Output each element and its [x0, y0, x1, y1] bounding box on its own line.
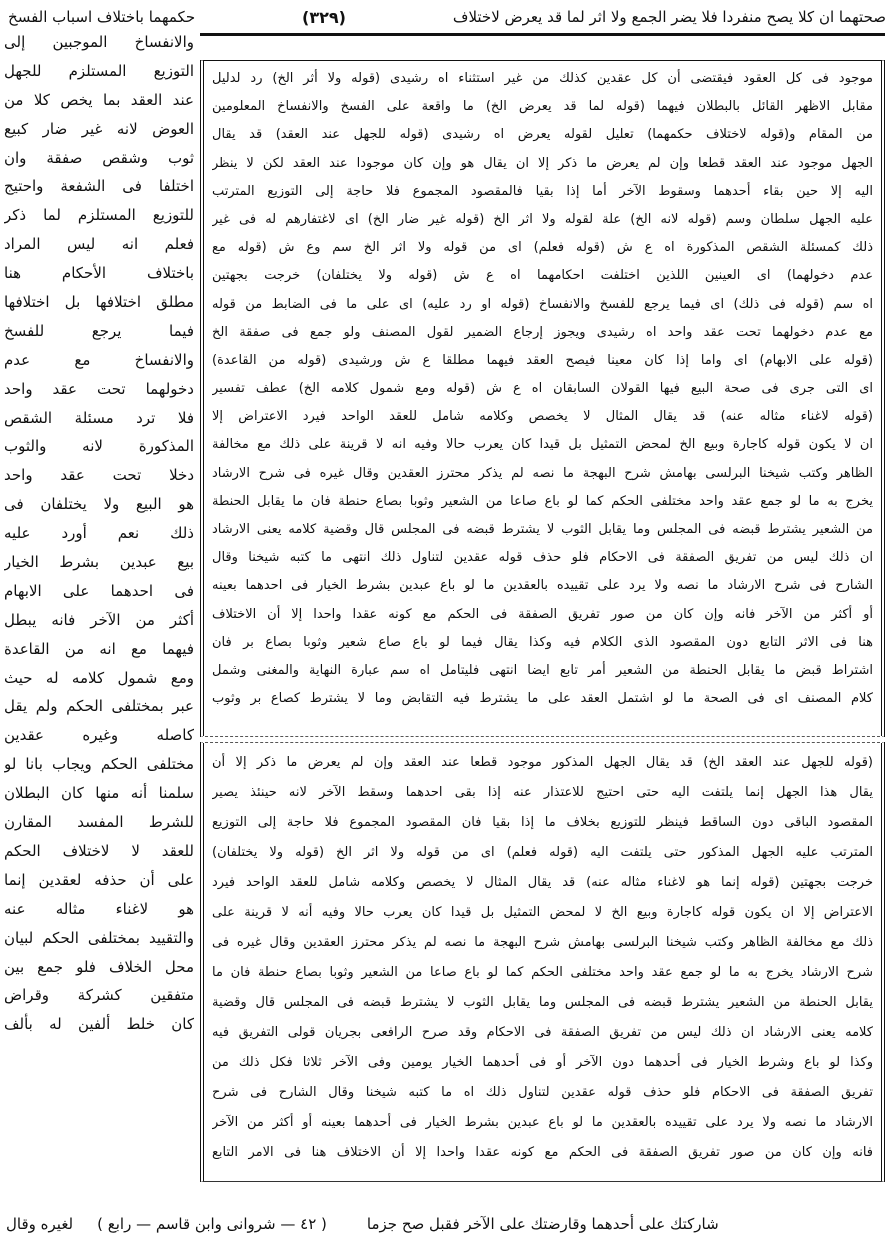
commentary-line: من المقام و(قوله لاختلاف حكمهما) تعليل لقوله يعرض اه رشيدى (قوله للجهل عند العقد) قد يقال	[212, 127, 873, 143]
commentary-line: يقال هذا الجهل إنما يلتفت اليه حتى احتيج للاعتذار عنه إذا بقى احدهما وسقط الآخر لانه حينئذ يصير	[212, 785, 873, 800]
commentary-line: ذلك كمسئلة الشقص المذكورة اه ع ش (قوله فعلم) اى من قوله ولا اثر الخ سم وع ش (قوله مع	[212, 240, 873, 256]
commentary-line: (قوله للجهل عند العقد الخ) قد يقال الجهل المذكور موجود قطعا عند العقد وإن لم يعرض ما ذكر إلا أن	[212, 755, 873, 770]
commentary-line: الجهل موجود عند العقد قطعا وإن لم يعرض ما ذكر إلا ان يقال هو وإن كان موجودا عند العقد لكن لا ينظر	[212, 155, 873, 171]
commentary-line: الارشاد ما نصه ولا يرد على تقييده بالعقدين ما لو باع عبدين بشرط الخيار فى أحدهما بعينه أو أكثر من الآخر	[212, 1115, 873, 1130]
margin-text-line: العوض لانه غير ضار كبيع	[4, 119, 194, 138]
commentary-line: خرجت بجهتين (قوله إنما هو لاغناء مثاله عنه) قد يقال المثال لا يخصص وكلامه شامل للعقد الواحد فيرد	[212, 875, 873, 890]
margin-text-line: فى احدهما على الابهام	[4, 581, 194, 600]
commentary-line: الشارح فى شرح الارشاد ما نصه ولا يرد على تقييده بالعقدين ما لو باع عبدين بشرط الخيار فى احدهما بعينه	[212, 578, 873, 594]
margin-text-line: عند العقد بما يخص كلا من	[4, 90, 194, 109]
footer-text-right: لغيره وقال	[6, 1215, 74, 1233]
margin-text-line: للشرط المفسد المقارن	[4, 813, 194, 832]
margin-text-line: التوزيع المستلزم للجهل	[4, 61, 194, 80]
commentary-line: (قوله لاغناء مثاله عنه) قد يقال المثال لا يخصص وكلامه شامل للعقد الواحد فيرد الاعتراض إلا	[212, 409, 873, 425]
commentary-line: يخرج به ما لو جمع عقد واحد مختلفى الحكم كما لو باع صاعا من الشعير وثوبا بصاع حنطة فان ما يقابل الحنطة	[212, 493, 873, 509]
commentary-line: المقصود الباقى دون الساقط فينظر للتوزيع بخلاف ما إذا بقيا فان المقصود المجموع فلا حاجة إلى التوزيع	[212, 815, 873, 830]
margin-text-line: عبر بمختلفى الحكم ولم يقل	[4, 697, 194, 716]
commentary-line: عليه الجهل سلطان وسم (قوله لانه الخ) علة لقوله ولا اثر الخ (قوله غير ضار الخ) اى لاغتفارهم له فى غير	[212, 211, 873, 227]
commentary-box-lower	[200, 742, 885, 1182]
margin-text-line: فيما يرجع للفسخ	[4, 321, 194, 340]
margin-text-line: للتوزيع المستلزم لما ذكر	[4, 206, 194, 225]
signature-mark: ( ٤٢ — شروانى وابن قاسم — رابع )	[97, 1215, 327, 1233]
margin-text-line: فعلم انه ليس المراد	[4, 235, 194, 254]
margin-text-line: متفقين كشركة وقراض	[4, 986, 194, 1005]
header-divider	[200, 33, 885, 36]
commentary-line: الظاهر وكتب شيخنا البرلسى بهامش شرح البهجة ما نصه لم يذكر محترز العقدين وقال غيره فى شرح الارشاد	[212, 465, 873, 481]
commentary-line: (قوله على الابهام) اى واما إذا كان معينا فيصح العقد فيهما مطلقا ع ش ورشيدى (قوله من القاعدة)	[212, 352, 873, 368]
margin-text-line: دخلا تحت عقد واحد	[4, 466, 194, 485]
commentary-line: كلامه يعنى الارشاد ان ذلك ليس من تفريق الصفقة فى الاحكام وقد صرح الرافعى بجريان قولى التفريق فيه	[212, 1025, 873, 1040]
commentary-line: اشتراط قبض ما يقابل الحنطة من الشعير أمر تابع ايضا انتهى فليتامل اه سم عبارة النهاية والمغنى وشمل	[212, 662, 873, 678]
margin-text-line: ومع شمول كلامه له حيث	[4, 668, 194, 687]
commentary-line: كلام المصنف اى فى الصحة ما لو اشتمل العقد على ما يشترط فيه التقابض وما لا يشترط كصاع بر وثوب	[212, 691, 873, 707]
margin-text-line: ثوب وشقص صفقة وان	[4, 148, 194, 167]
commentary-line: أو أكثر من الآخر فانه وإن كان من صور تفريق الصفقة فى الحكم مع كونه عقدا واحدا إلا أن الاختلاف	[212, 606, 873, 622]
page-header	[8, 4, 886, 30]
margin-text-line: محل الخلاف فلو جمع بين	[4, 957, 194, 976]
commentary-line: فانه وإن كان من صور تفريق الصفقة فى الحكم مع كونه عقدا واحدا إلا أن الاختلاف هنا فى الامر التابع	[212, 1145, 873, 1160]
commentary-line: ان ذلك ليس من تفريق الصفقة فى الاحكام فلو حذف قوله عقدين لتناول ذلك انتهى ما كتبه شيخنا وقال	[212, 550, 873, 566]
margin-text-line: فيهما مع انه من القاعدة	[4, 639, 194, 658]
commentary-line: اى التى جرى فى صحة البيع فيها القولان السابقان اه ع ش (قوله ومع شمول كلامه الخ) عطف تفسير	[212, 381, 873, 397]
commentary-line: يقابل الحنطة من الشعير يشترط قبضه فى المجلس وما يقابل الثوب لا يشترط قبضه فى المجلس قال وقضية	[212, 995, 873, 1010]
margin-text-line: باختلاف الأحكام هنا	[4, 264, 194, 283]
margin-text-line: المذكورة لانه والثوب	[4, 437, 194, 456]
header-right-text: حكمهما باختلاف اسباب الفسخ	[8, 8, 196, 26]
margin-text-line: اختلفا فى الشفعة واحتيج	[4, 177, 194, 196]
margin-text-line: كان خلط ألفين له بألف	[4, 1015, 194, 1034]
margin-text-line: للعقد لا لاختلاف الحكم	[4, 841, 194, 860]
page-number: (٣٢٩)	[302, 7, 346, 27]
commentary-line: مع عدم دخولهما تحت عقد واحد اه رشيدى ويجوز إرجاع الضمير لقول المصنف ولو جمع فى صفقة الخ	[212, 324, 873, 340]
margin-text-line: والانفساخ مع عدم	[4, 350, 194, 369]
commentary-line: موجود فى كل العقود فيقتضى أن كل عقدين كذلك من غير استثناء اه رشيدى (قوله ولا أثر الخ) رد لدليل	[212, 71, 873, 86]
commentary-line: مقابل الاظهر القائل بالبطلان فيهما (قوله لما قد يعرض الخ) ما واقعة على الفسخ والانفساخ المعلومين	[212, 99, 873, 115]
header-left-text: صحتهما ان كلا يصح منفردا فلا يضر الجمع ولا اثر لما قد يعرض لاختلاف	[452, 8, 886, 26]
page-footer	[6, 1210, 886, 1238]
commentary-line: ذلك مع مخالفة الظاهر وكتب شيخنا البرلسى بهامش شرح البهجة ما نصه لم يذكر محترز العقدين وقال غيره فى	[212, 935, 873, 950]
margin-text-line: بيع عبدين بشرط الخيار	[4, 553, 194, 572]
margin-text-line: هو البيع ولا يختلفان فى	[4, 495, 194, 514]
commentary-line: وكذا لو باع وشرط الخيار فى أحدهما دون الآخر أو فى أحدهما الخيار يومين وفى الآخر ثلاثا فكل ذلك من	[212, 1055, 873, 1070]
margin-text-line: هو لاغناء مثاله عنه	[4, 899, 194, 918]
commentary-line: عدم دخولهما) اى العينين اللذين اختلفت احكامهما اه ع ش (قوله ولا يختلفان) خرجت بجهتين	[212, 268, 873, 284]
margin-text-line: فلا ترد مسئلة الشقص	[4, 408, 194, 427]
commentary-line: المترتب عليه الجهل المذكور حتى يلتفت اليه (قوله فعلم) اى من قوله ولا اثر الخ (قوله ولا يختلفان)	[212, 845, 873, 860]
commentary-line: ان لا يكون قوله كاجارة وبيع الخ لمحض التمثيل بل قيدا كان يعرب حالا وفيه انه لا قرينة على ذلك مع مخالفة	[212, 437, 873, 453]
margin-text-line: والتقييد بمختلفى الحكم لبيان	[4, 928, 194, 947]
margin-text-line: ذلك نعم أورد عليه	[4, 524, 194, 543]
commentary-line: الاعتراض إلا ان يكون قوله كاجارة وبيع الخ لا لمحض التمثيل بل قيدا كان يعرب حالا وفيه أنه لا قرينة على	[212, 905, 873, 920]
footer-text-left: شاركتك على أحدهما وقارضتك على الآخر فقبل صح جزما	[366, 1215, 719, 1233]
margin-text-line: مطلق اختلافها بل اختلافها	[4, 293, 194, 312]
margin-text-line: سلمنا أنه منها كان البطلان	[4, 784, 194, 803]
commentary-box-upper	[200, 60, 885, 737]
margin-text-line: مختلفى الحكم ويجاب بانا لو	[4, 755, 194, 774]
commentary-line: تفريق الصفقة فى الاحكام فلو حذف قوله عقدين لتناول ذلك اه ما كتبه شيخنا وقال الشارح فى شرح	[212, 1085, 873, 1100]
margin-text-column	[4, 28, 194, 1039]
commentary-line: من الشعير يشترط قبضه فى المجلس وما يقابل الثوب لا يشترط قبضه فى المجلس قال وقضية كلامه يعنى الارشاد	[212, 522, 873, 537]
margin-text-line: دخولهما تحت عقد واحد	[4, 379, 194, 398]
margin-text-line: أكثر من الآخر فانه يبطل	[4, 610, 194, 629]
commentary-line: اليه إلا حين بقاء أحدهما وسقوط الآخر أما إذا بقيا فالمقصود المجموع فلا حاجة إلى التوزيع المترتب	[212, 183, 873, 199]
margin-text-line: على أن حذفه لعقدين إنما	[4, 870, 194, 889]
margin-text-line: كاصله وغيره عقدين	[4, 726, 194, 745]
commentary-line: شرح الارشاد يخرج به ما لو جمع عقد واحد مختلفى الحكم كما لو باع صاعا من الشعير وثوبا بصاع حنطة فان ما	[212, 965, 873, 980]
margin-text-line: والانفساخ الموجبين إلى	[4, 33, 194, 51]
commentary-line: اه سم (قوله فى ذلك) اى فيما يرجع للفسخ والانفساخ (قوله او رد عليه) اى على ما فى الضابط من قوله	[212, 296, 873, 312]
commentary-line: هنا فى الاثر التابع دون المقصود الذى الكلام فيه وكذا يقال فيما لو باع صاع شعير وثوبا بصاع بر فان	[212, 634, 873, 650]
